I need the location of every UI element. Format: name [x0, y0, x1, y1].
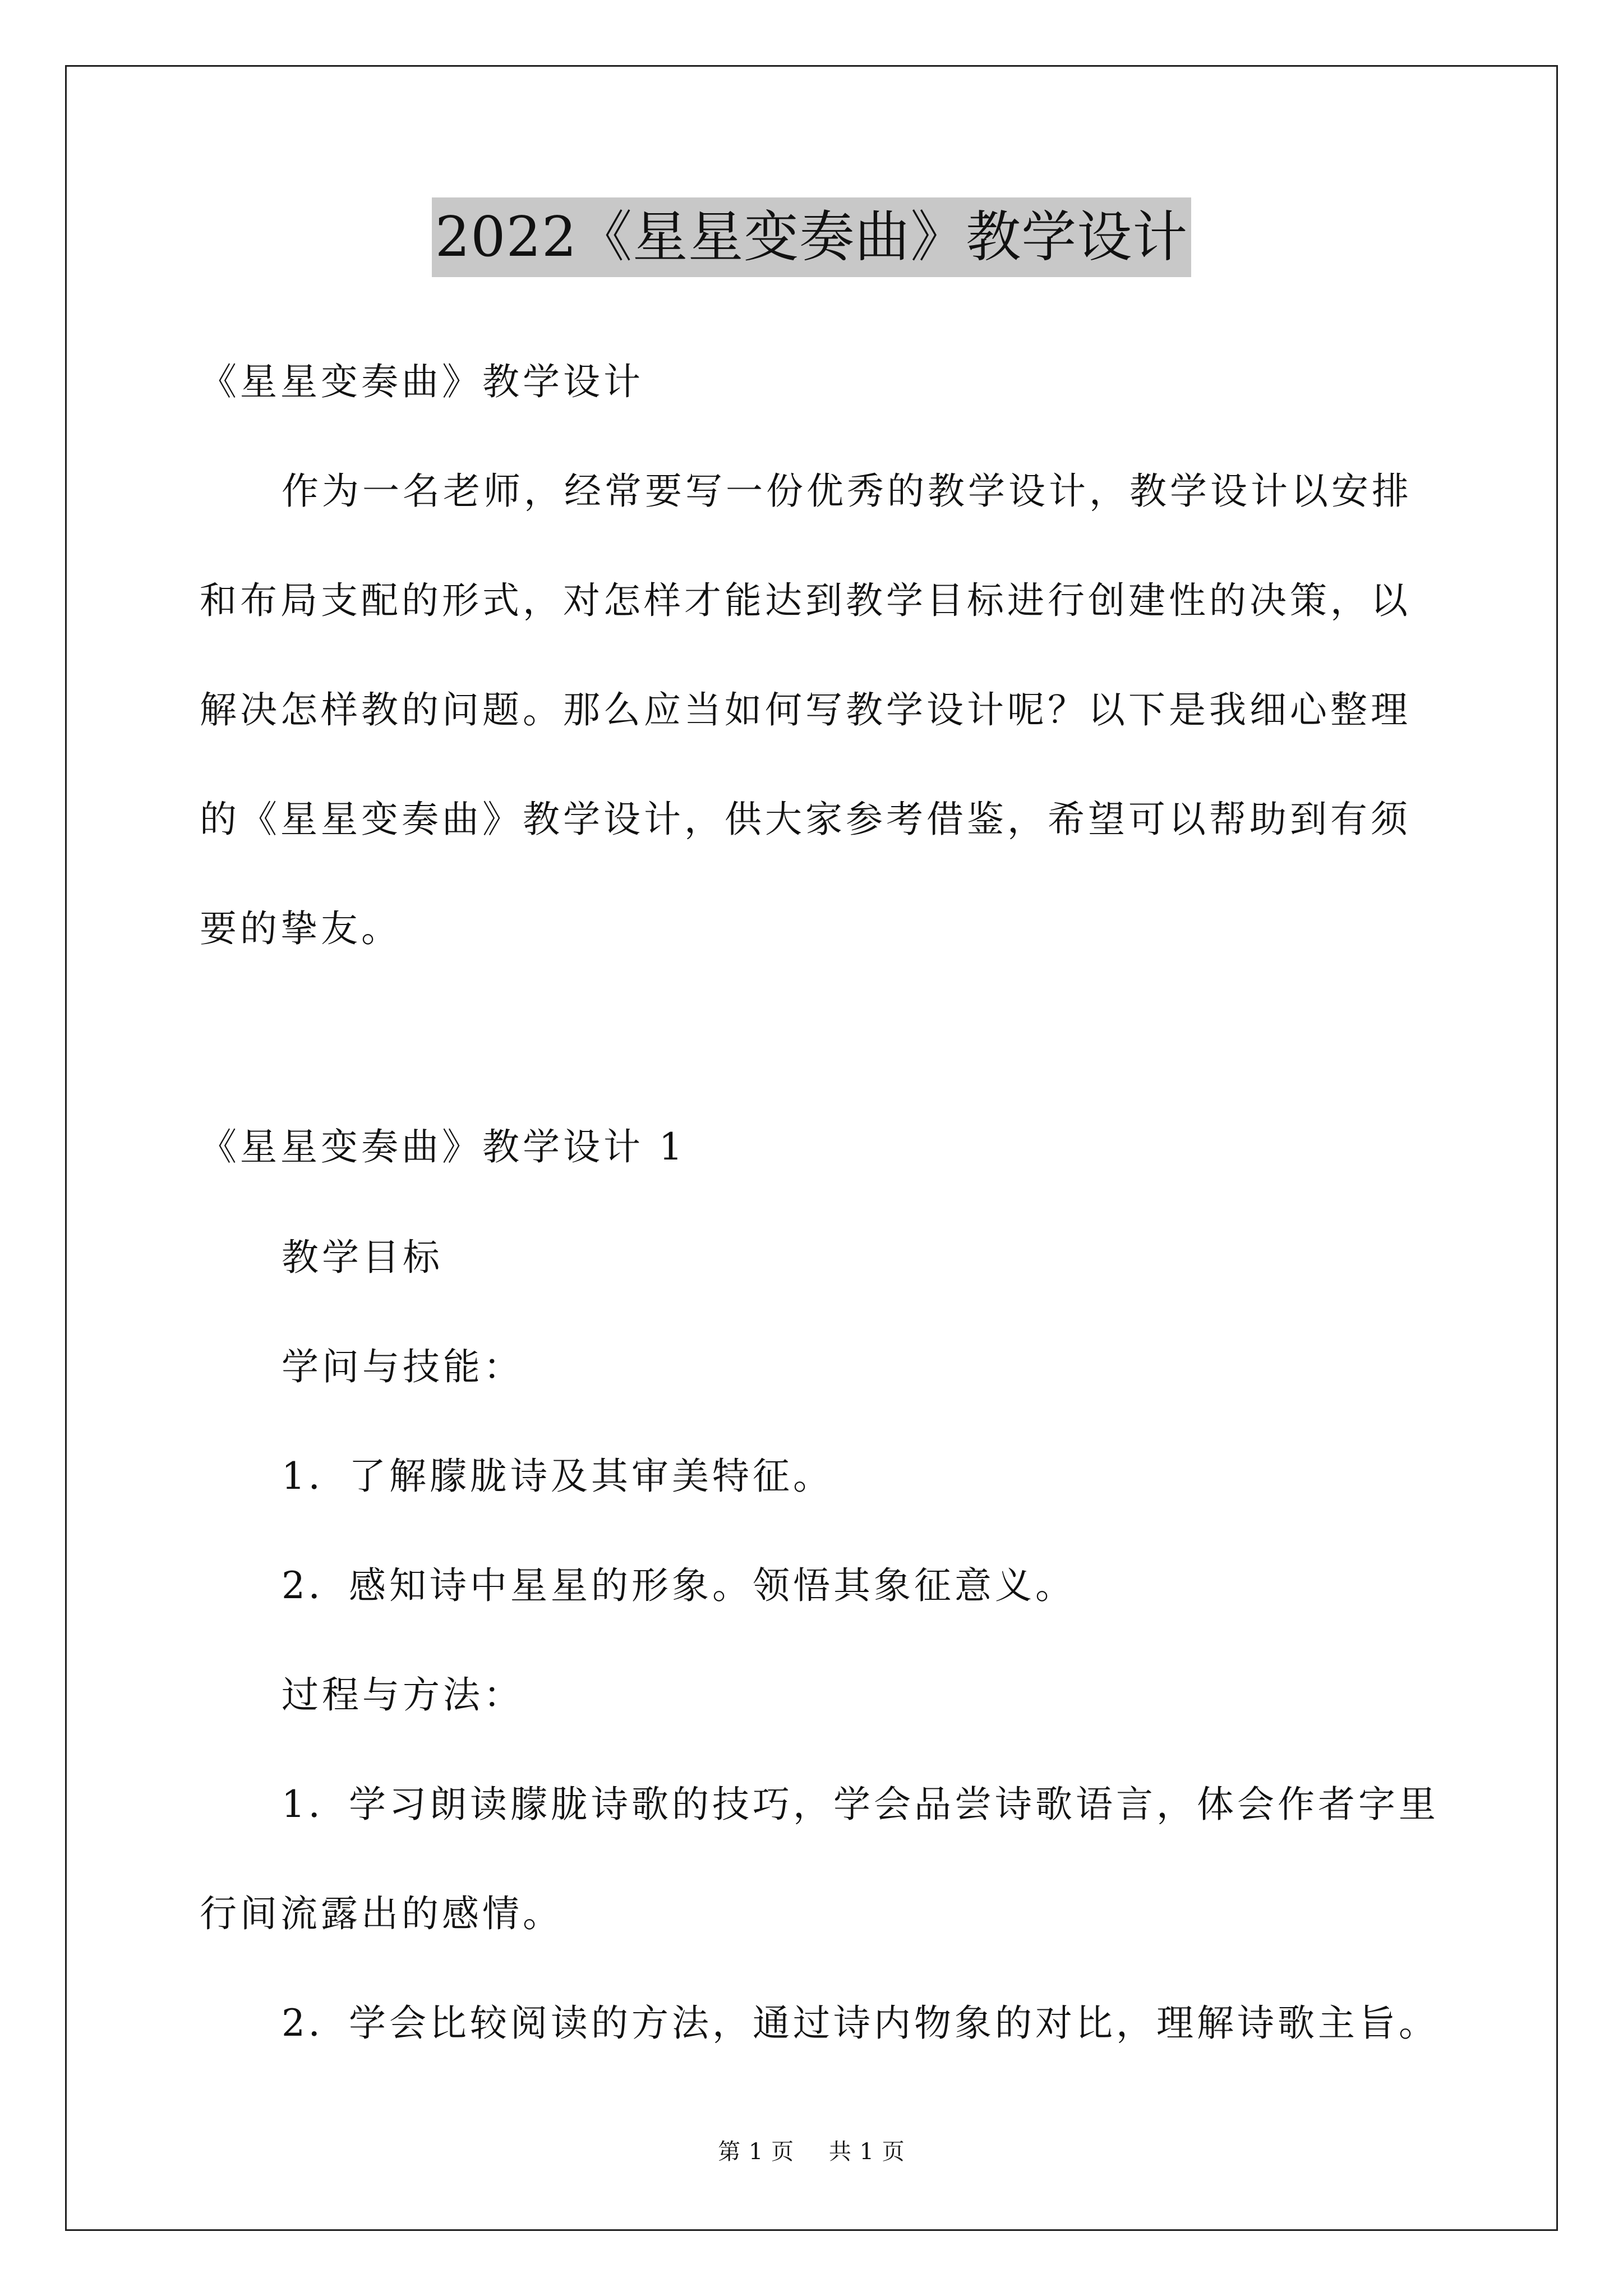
intro-line-3: 解决怎样教的问题。那么应当如何写教学设计呢？以下是我细心整理	[200, 688, 1411, 731]
document-subtitle: 《星星变奏曲》教学设计	[200, 360, 644, 403]
section-line-4: 2．感知诗中星星的形象。领悟其象征意义。	[282, 1564, 1076, 1607]
document-title: 2022《星星变奏曲》教学设计	[432, 197, 1191, 277]
section-line-7: 行间流露出的感情。	[200, 1892, 563, 1935]
intro-line-1: 作为一名老师，经常要写一份优秀的教学设计，教学设计以安排	[282, 470, 1412, 513]
intro-line-2: 和布局支配的形式，对怎样才能达到教学目标进行创建性的决策，以	[200, 579, 1411, 622]
section-line-8: 2．学会比较阅读的方法，通过诗内物象的对比，理解诗歌主旨。	[282, 2001, 1439, 2045]
section-line-1: 教学目标	[282, 1236, 443, 1279]
page-footer	[0, 2134, 1623, 2166]
section-line-2: 学问与技能：	[282, 1345, 524, 1388]
section-line-6: 1．学习朗读朦胧诗歌的技巧，学会品尝诗歌语言，体会作者字里	[282, 1783, 1439, 1826]
section-heading: 《星星变奏曲》教学设计 1	[200, 1125, 686, 1168]
section-line-5: 过程与方法：	[282, 1673, 524, 1717]
intro-line-4: 的《星星变奏曲》教学设计，供大家参考借鉴，希望可以帮助到有须	[200, 798, 1411, 841]
intro-line-5: 要的挚友。	[200, 907, 402, 950]
title-container	[0, 197, 1623, 277]
page-total: 共 1 页	[828, 2139, 905, 2165]
section-line-3: 1．了解朦胧诗及其审美特征。	[282, 1455, 833, 1498]
page-number: 第 1 页	[718, 2139, 795, 2165]
